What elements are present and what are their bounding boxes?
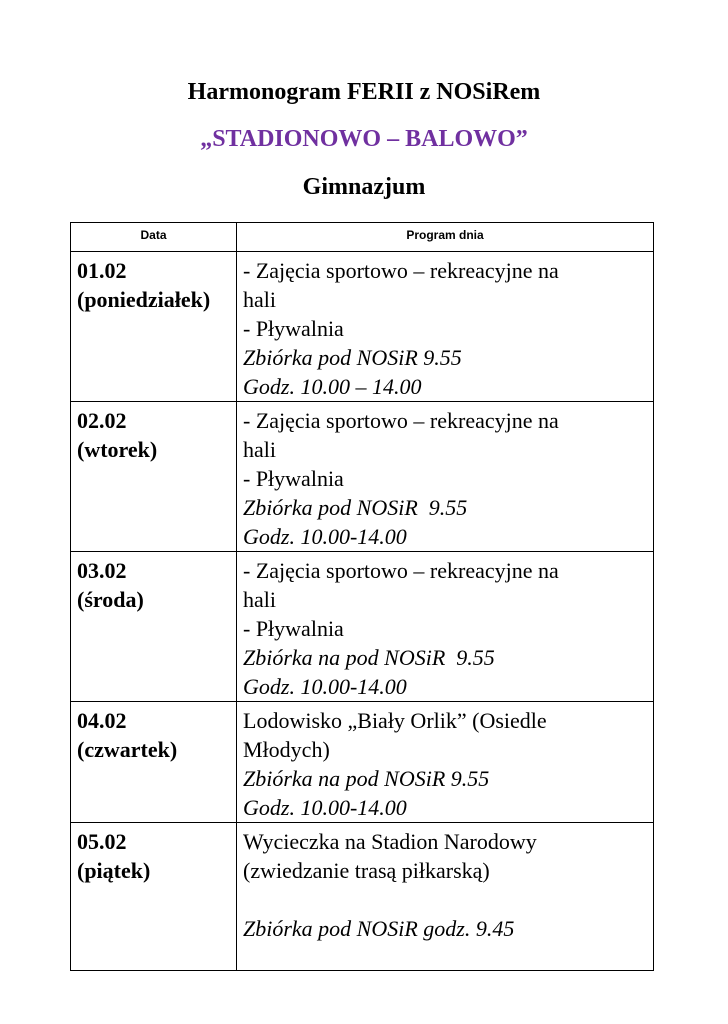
program-line: (zwiedzanie trasą piłkarską): [243, 858, 490, 883]
program-line: - Pływalnia: [243, 316, 344, 341]
meeting-info: Zbiórka na pod NOSiR 9.55: [243, 766, 490, 791]
document-title: Harmonogram FERII z NOSiRem: [187, 79, 541, 105]
date-value: 04.02: [77, 708, 127, 733]
meeting-info: Zbiórka na pod NOSiR 9.55: [243, 645, 495, 670]
program-line: hali: [243, 287, 276, 312]
meeting-info: Zbiórka pod NOSiR 9.55: [243, 345, 462, 370]
table-row: [71, 252, 654, 402]
meeting-info: Zbiórka pod NOSiR 9.55: [243, 495, 468, 520]
column-header-date: Data: [71, 223, 237, 252]
date-cell: [71, 702, 237, 823]
day-name: (poniedziałek): [77, 287, 211, 312]
table-row: [71, 552, 654, 702]
program-line: - Zajęcia sportowo – rekreacyjne na: [243, 258, 559, 283]
day-name: (piątek): [77, 858, 151, 883]
hours-info: Godz. 10.00 – 14.00: [243, 374, 422, 399]
hours-info: Godz. 10.00-14.00: [243, 795, 407, 820]
table-row: [71, 402, 654, 552]
event-name: „STADIONOWO – BALOWO”: [200, 126, 528, 152]
program-cell: [237, 823, 654, 971]
column-header-program: Program dnia: [237, 223, 654, 252]
date-value: 05.02: [77, 829, 127, 854]
date-cell: [71, 402, 237, 552]
day-name: (wtorek): [77, 437, 158, 462]
hours-info: Godz. 10.00-14.00: [243, 524, 407, 549]
program-line: Lodowisko „Biały Orlik” (Osiedle: [243, 708, 547, 733]
program-line: Wycieczka na Stadion Narodowy: [243, 829, 537, 854]
date-value: 03.02: [77, 558, 127, 583]
table-row: [71, 702, 654, 823]
date-cell: [71, 552, 237, 702]
program-cell: [237, 552, 654, 702]
program-cell: [237, 402, 654, 552]
program-cell: [237, 252, 654, 402]
day-name: (czwartek): [77, 737, 178, 762]
schedule-table: [70, 222, 654, 971]
school-level: Gimnazjum: [302, 174, 426, 200]
blank-line: [243, 885, 653, 914]
hours-info: Godz. 10.00-14.00: [243, 674, 407, 699]
program-line: hali: [243, 437, 276, 462]
day-name: (środa): [77, 587, 144, 612]
table-row: [71, 823, 654, 971]
program-line: - Zajęcia sportowo – rekreacyjne na: [243, 558, 559, 583]
date-value: 02.02: [77, 408, 127, 433]
program-line: - Pływalnia: [243, 616, 344, 641]
program-line: Młodych): [243, 737, 330, 762]
table-header-row: [71, 223, 654, 252]
date-value: 01.02: [77, 258, 127, 283]
date-cell: [71, 252, 237, 402]
date-cell: [71, 823, 237, 971]
program-cell: [237, 702, 654, 823]
program-line: hali: [243, 587, 276, 612]
program-line: - Pływalnia: [243, 466, 344, 491]
program-line: - Zajęcia sportowo – rekreacyjne na: [243, 408, 559, 433]
meeting-info: Zbiórka pod NOSiR godz. 9.45: [243, 916, 515, 941]
